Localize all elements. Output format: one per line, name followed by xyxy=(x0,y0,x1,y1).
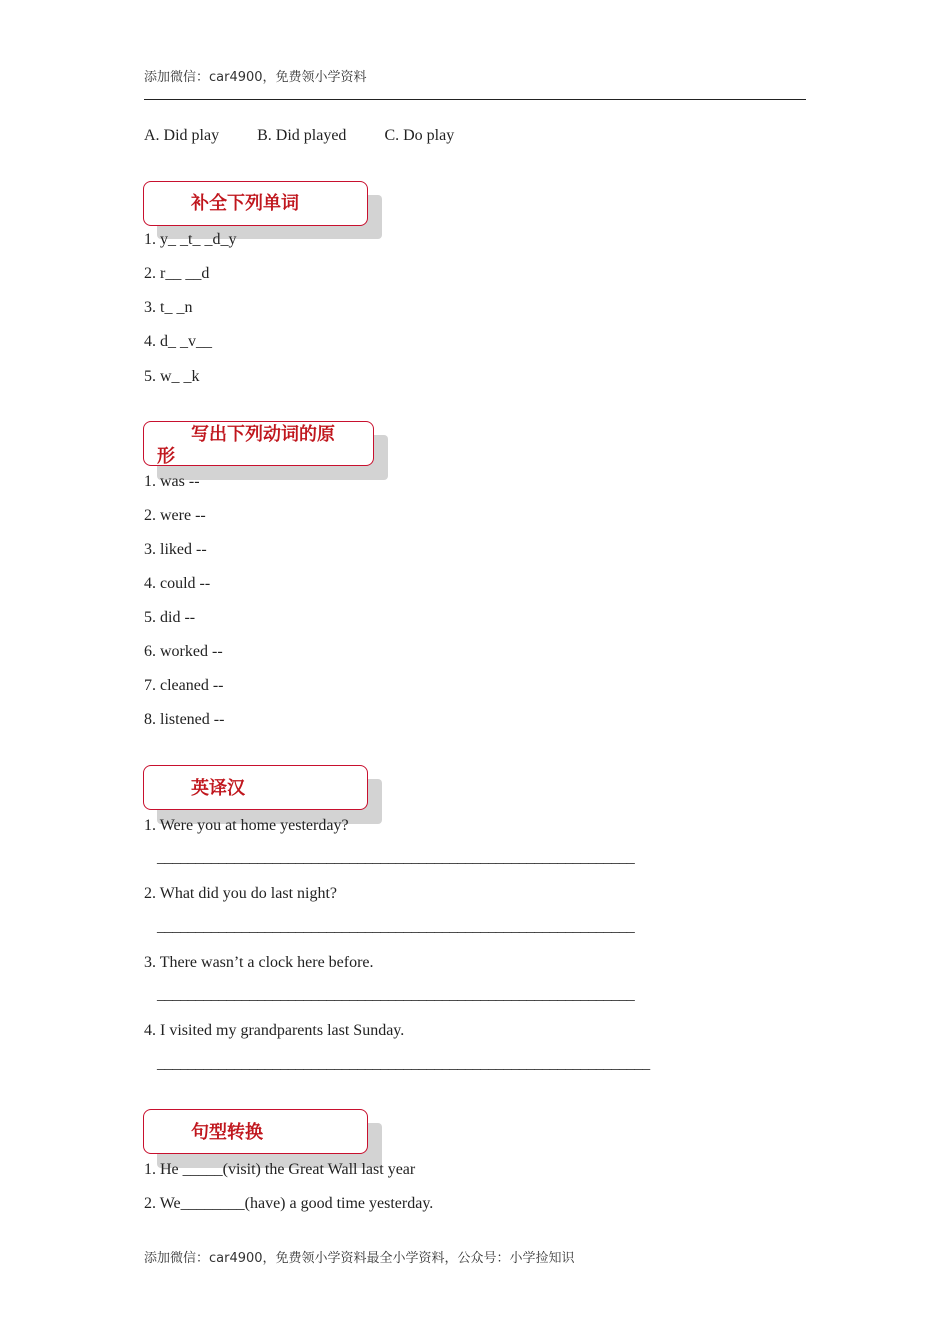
list-item: 6. worked -- xyxy=(144,643,223,660)
footer-note: 添加微信：car4900，免费领小学资料最全小学资料，公众号：小学捡知识 xyxy=(144,1251,575,1266)
list-item: 2. r__ __d xyxy=(144,265,210,282)
list-item: 2. were -- xyxy=(144,507,206,524)
option-c: C. Do play xyxy=(384,127,455,144)
header-divider xyxy=(144,99,806,100)
section-title: 英译汉 xyxy=(191,778,245,799)
list-item: 2. What did you do last night? xyxy=(144,885,338,902)
section-title: 句型转换 xyxy=(191,1122,263,1143)
section-title-line-2: 形 xyxy=(157,446,175,467)
list-item: 3. There wasn’t a clock here before. xyxy=(144,954,374,971)
answer-blank: ________________________________________________________________ xyxy=(157,1055,650,1072)
list-item: 4. could -- xyxy=(144,575,211,592)
list-item: 1. y_ _t_ _d_y xyxy=(144,231,237,248)
list-item: 4. I visited my grandparents last Sunday. xyxy=(144,1022,405,1039)
list-item: 8. listened -- xyxy=(144,711,225,728)
list-item: 7. cleaned -- xyxy=(144,677,224,694)
answer-blank: ______________________________________________________________ xyxy=(157,986,635,1003)
list-item: 2. We________(have) a good time yesterday. xyxy=(144,1195,434,1212)
section-title: 补全下列单词 xyxy=(191,193,299,214)
answer-blank: ______________________________________________________________ xyxy=(157,849,635,866)
list-item: 1. was -- xyxy=(144,473,200,490)
list-item: 4. d_ _v__ xyxy=(144,333,212,350)
list-item: 5. did -- xyxy=(144,609,196,626)
option-a: A. Did play xyxy=(144,127,220,144)
answer-blank: ______________________________________________________________ xyxy=(157,918,635,935)
list-item: 5. w_ _k xyxy=(144,368,200,385)
list-item: 3. liked -- xyxy=(144,541,207,558)
section-title-line-1: 写出下列动词的原 xyxy=(191,424,335,445)
option-b: B. Did played xyxy=(257,127,347,144)
answer-options xyxy=(144,127,488,145)
list-item: 1. He _____(visit) the Great Wall last year xyxy=(144,1161,416,1178)
list-item: 1. Were you at home yesterday? xyxy=(144,817,349,834)
header-note: 添加微信：car4900，免费领小学资料 xyxy=(144,70,367,85)
section-header-frame xyxy=(143,765,368,810)
list-item: 3. t_ _n xyxy=(144,299,193,316)
